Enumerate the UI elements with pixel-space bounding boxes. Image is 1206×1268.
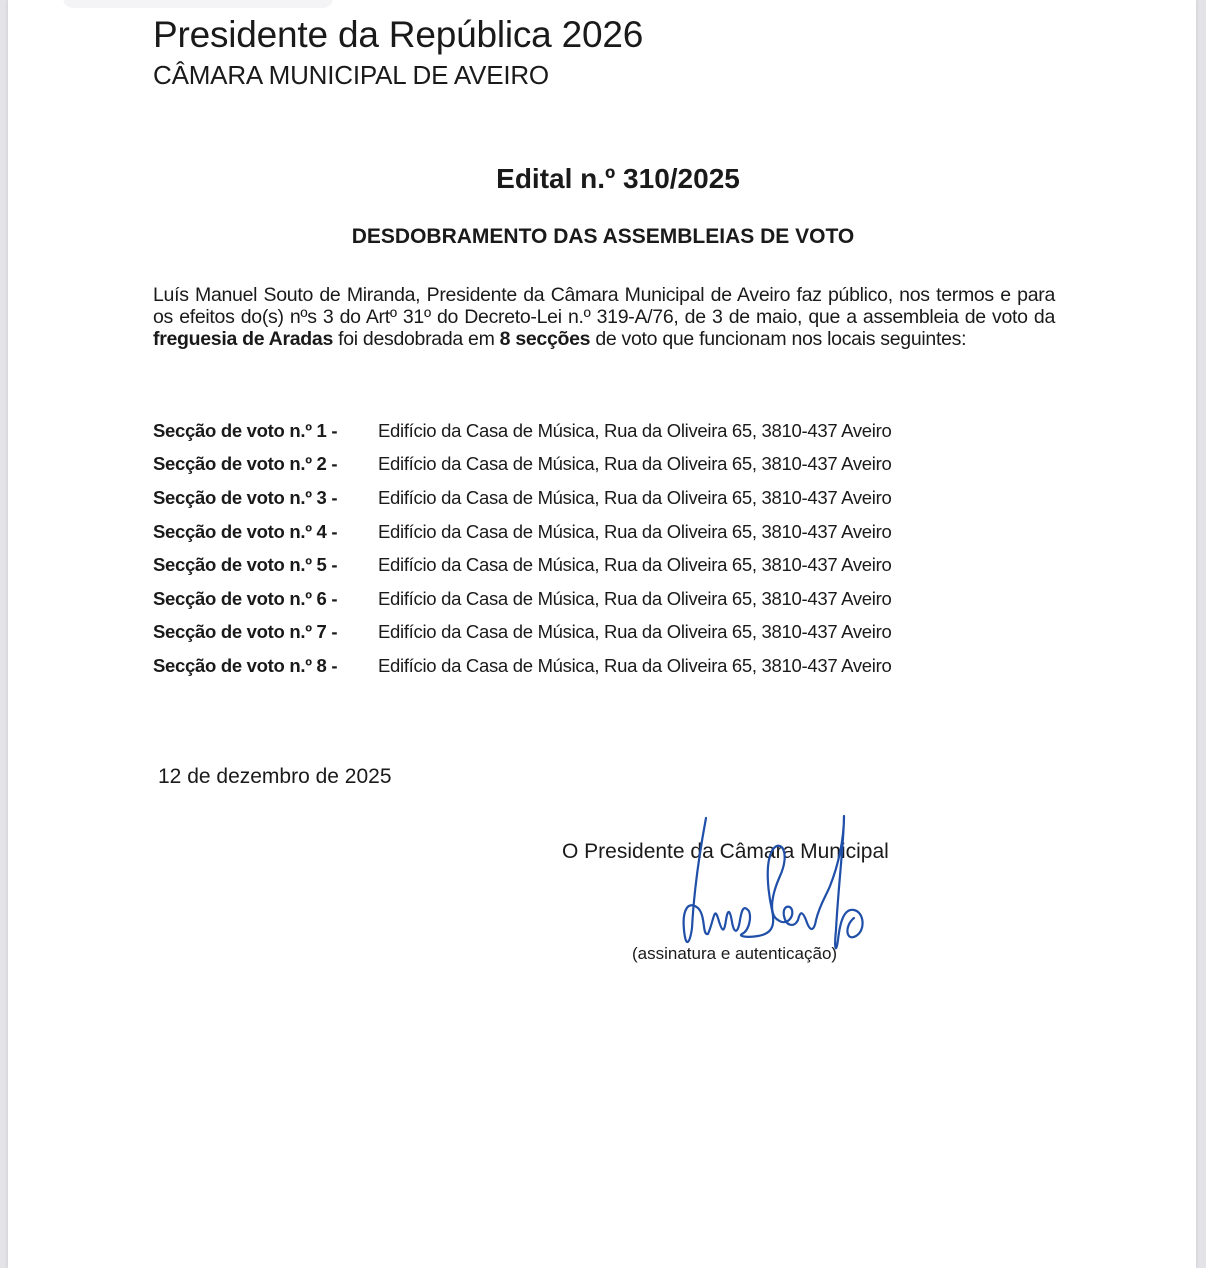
body-paragraph [153, 284, 1055, 350]
section-address: Edifício da Casa de Música, Rua da Oliveira 65, 3810-437 Aveiro [378, 486, 892, 508]
section-address: Edifício da Casa de Música, Rua da Oliveira 65, 3810-437 Aveiro [378, 621, 892, 643]
edital-number: Edital n.º 310/2025 [496, 163, 740, 194]
body-text-3: de voto que funcionam nos locais seguintes: [590, 328, 967, 350]
section-label: Secção de voto n.º 5 - [153, 554, 338, 576]
section-address: Edifício da Casa de Música, Rua da Oliveira 65, 3810-437 Aveiro [378, 554, 892, 576]
section-address: Edifício da Casa de Música, Rua da Oliveira 65, 3810-437 Aveiro [378, 453, 892, 475]
section-label: Secção de voto n.º 2 - [153, 453, 338, 475]
header-subtitle: CÂMARA MUNICIPAL DE AVEIRO [153, 60, 549, 90]
section-address: Edifício da Casa de Música, Rua da Oliveira 65, 3810-437 Aveiro [378, 419, 892, 441]
section-row [153, 448, 891, 482]
section-row [153, 582, 891, 616]
section-address: Edifício da Casa de Música, Rua da Oliveira 65, 3810-437 Aveiro [378, 587, 892, 609]
section-address: Edifício da Casa de Música, Rua da Oliveira 65, 3810-437 Aveiro [378, 654, 892, 676]
section-row [153, 548, 891, 582]
section-label: Secção de voto n.º 6 - [153, 587, 338, 609]
section-label: Secção de voto n.º 3 - [153, 486, 338, 508]
sections-list [153, 414, 891, 683]
signature-stroke [684, 816, 863, 948]
section-row [153, 616, 891, 650]
section-label: Secção de voto n.º 8 - [153, 654, 338, 676]
top-overlay-pill [63, 0, 333, 8]
section-label: Secção de voto n.º 4 - [153, 520, 338, 542]
section-row [153, 481, 891, 515]
signatory-title: O Presidente da Câmara Municipal [562, 840, 889, 863]
document-page [8, 0, 1196, 1268]
document-date: 12 de dezembro de 2025 [158, 765, 392, 788]
edital-subject: DESDOBRAMENTO DAS ASSEMBLEIAS DE VOTO [351, 225, 855, 248]
section-row [153, 414, 891, 448]
section-label: Secção de voto n.º 1 - [153, 419, 338, 441]
handwritten-signature [668, 810, 898, 970]
signature-note: (assinatura e autenticação) [632, 944, 838, 963]
section-row [153, 649, 891, 683]
section-label: Secção de voto n.º 7 - [153, 621, 338, 643]
header-title: Presidente da República 2026 [153, 14, 644, 55]
body-bold-parish: freguesia de Aradas [153, 328, 333, 350]
body-text-2: foi desdobrada em [333, 328, 500, 350]
body-text-1: Luís Manuel Souto de Miranda, Presidente da Câmara Municipal de Aveiro faz público, nos termos e para os efeitos do(s) nºs 3 do Artº 31º do Decreto-Lei n.º 319-A/76, de 3 de maio, que a assembleia de voto da [153, 284, 1055, 328]
body-bold-sections: 8 secções [499, 328, 591, 350]
section-row [153, 515, 891, 549]
section-address: Edifício da Casa de Música, Rua da Oliveira 65, 3810-437 Aveiro [378, 520, 892, 542]
